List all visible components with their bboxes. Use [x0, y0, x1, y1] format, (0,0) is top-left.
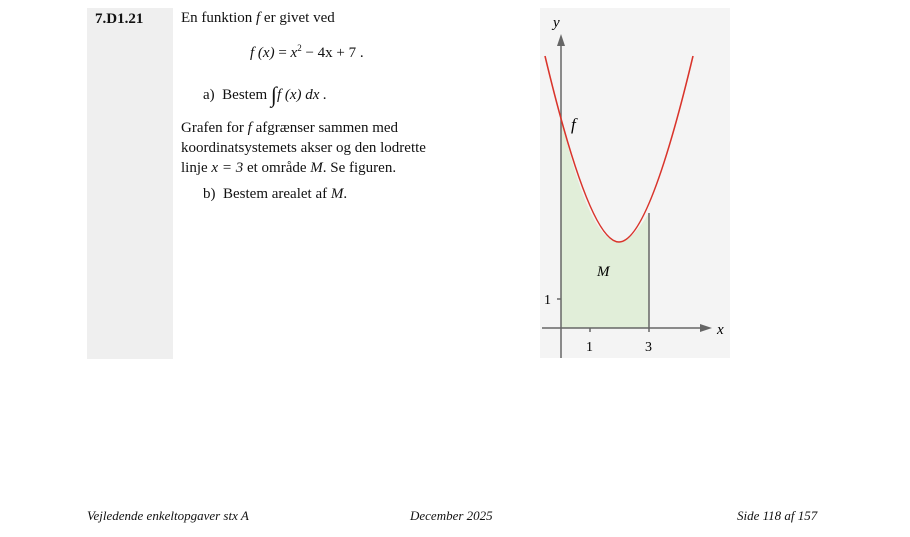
footer-left: Vejledende enkeltopgaver stx A [87, 508, 249, 523]
part-a-label: a) [203, 87, 215, 103]
paragraph-line-3: linje x = 3 et område M. Se figuren. [181, 160, 397, 176]
paragraph-line-2: koordinatsystemets akser og den lodrette [181, 140, 426, 156]
task-paragraph [181, 118, 426, 178]
footer-page-number: Side 118 af 157 [737, 508, 818, 523]
x-tick-label-1: 1 [586, 340, 593, 355]
graph-svg [530, 8, 730, 360]
x-tick-label-3: 3 [645, 340, 652, 355]
paragraph-line-1: Grafen for f afgrænser sammen med [181, 120, 399, 136]
integral-sign: ∫ [270, 82, 277, 107]
curve-label-f: f [571, 115, 576, 134]
y-tick-label-1: 1 [544, 293, 551, 308]
task-id-column [87, 8, 173, 359]
x-axis-label: x [717, 322, 724, 338]
y-axis-label: y [553, 15, 560, 31]
function-definition: f $(x) = x^2 - 4x + 7$ . [250, 43, 364, 61]
function-graph-figure [530, 8, 730, 360]
task-id: 7.D1.21 [95, 11, 144, 27]
part-b: b) Bestem arealet af M. [203, 186, 348, 202]
part-b-label: b) [203, 186, 216, 202]
footer-center: December 2025 [410, 508, 493, 523]
task-intro: En funktion f er givet ved [181, 10, 335, 26]
part-a: a) Bestem ∫f (x) dx . [203, 82, 327, 107]
region-label-M: M [597, 264, 610, 280]
